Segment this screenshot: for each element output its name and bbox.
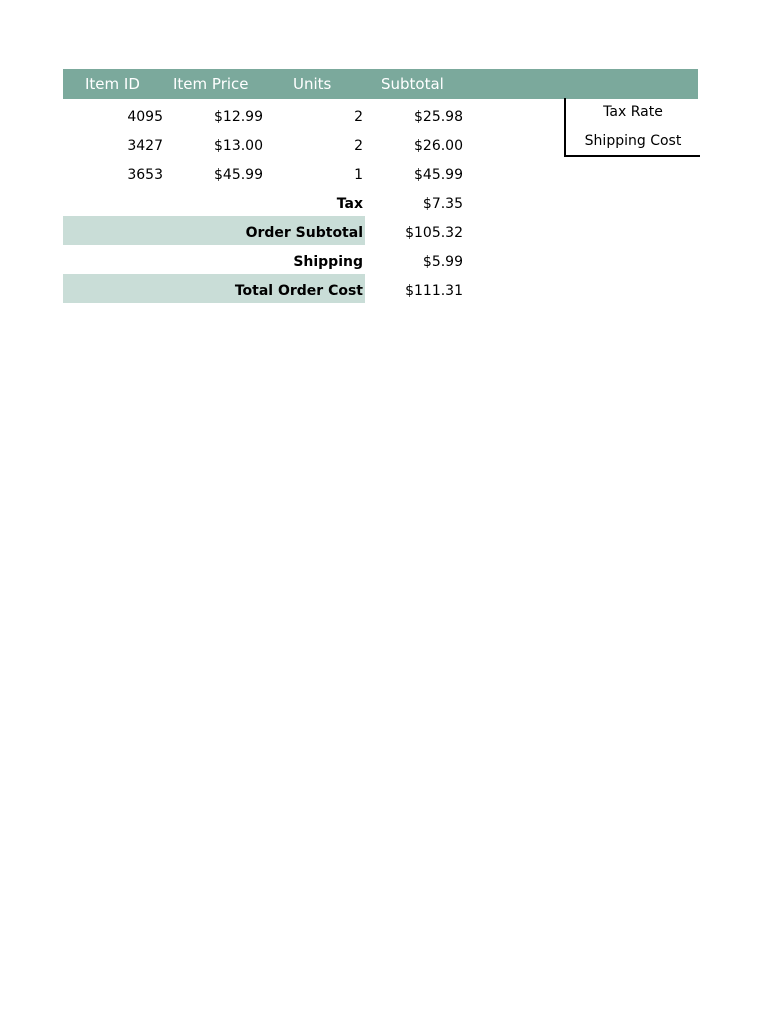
tax-rate-label[interactable]: Tax Rate	[603, 104, 663, 120]
cell-item-id[interactable]: 3653	[127, 167, 163, 183]
shipping-label: Shipping	[293, 254, 363, 270]
header-subtotal[interactable]: Subtotal	[381, 75, 444, 93]
header-units[interactable]: Units	[293, 75, 332, 93]
shipping-value[interactable]: $5.99	[422, 254, 463, 270]
shipping-cost-label[interactable]: Shipping Cost	[584, 133, 682, 149]
cell-subtotal[interactable]: $45.99	[414, 167, 463, 183]
header-item-id[interactable]: Item ID	[85, 75, 140, 93]
total-order-cost-label: Total Order Cost	[234, 283, 363, 299]
order-subtotal-value[interactable]: $105.32	[405, 225, 463, 241]
cell-item-price[interactable]: $13.00	[214, 138, 263, 154]
cell-units[interactable]: 2	[354, 109, 363, 125]
order-subtotal-label: Order Subtotal	[245, 225, 363, 241]
cell-units[interactable]: 1	[354, 167, 363, 183]
cell-item-id[interactable]: 3427	[127, 138, 163, 154]
cell-item-price[interactable]: $45.99	[214, 167, 263, 183]
tax-value[interactable]: $7.35	[422, 196, 463, 212]
header-item-price[interactable]: Item Price	[173, 75, 249, 93]
tax-label: Tax	[336, 196, 363, 212]
rates-panel	[564, 98, 700, 157]
cell-units[interactable]: 2	[354, 138, 363, 154]
cell-subtotal[interactable]: $25.98	[414, 109, 463, 125]
cell-item-id[interactable]: 4095	[127, 109, 163, 125]
cell-subtotal[interactable]: $26.00	[414, 138, 463, 154]
total-order-cost-value[interactable]: $111.31	[405, 283, 463, 299]
cell-item-price[interactable]: $12.99	[214, 109, 263, 125]
